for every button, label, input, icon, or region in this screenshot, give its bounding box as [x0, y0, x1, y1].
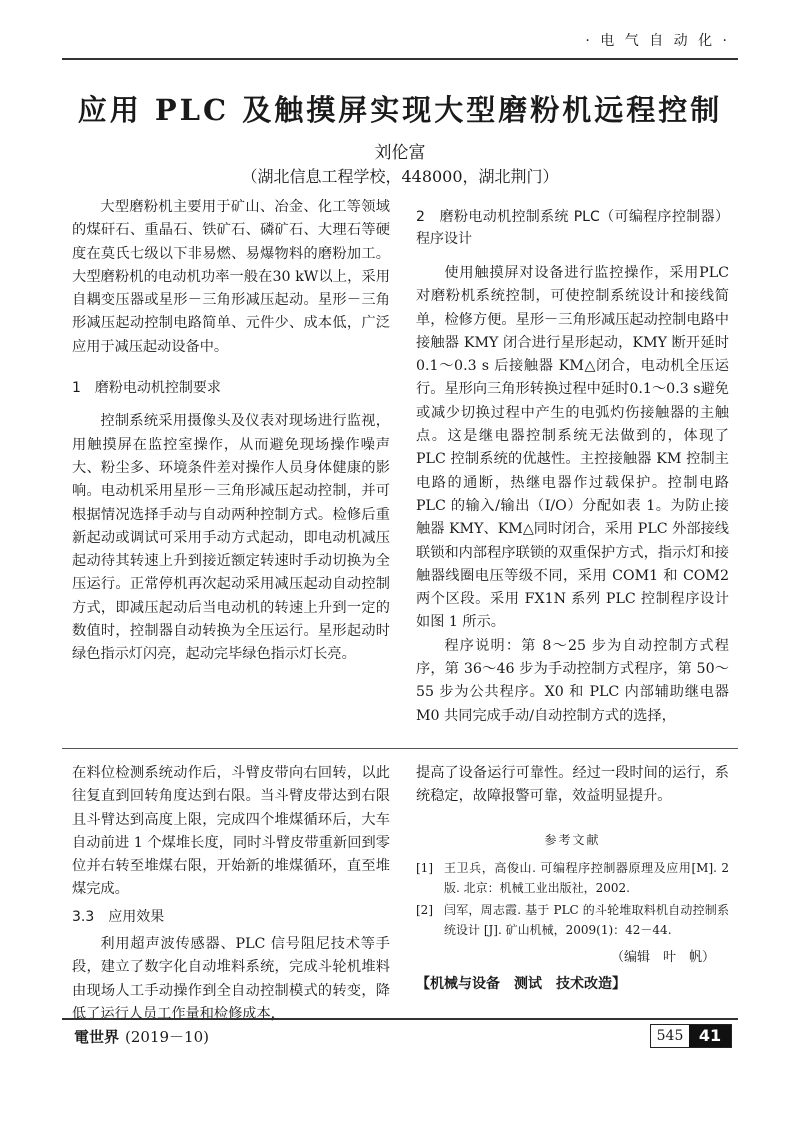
footer-rule: [62, 1018, 738, 1020]
intro-paragraph: 大型磨粉机主要用于矿山、冶金、化工等领域的煤矸石、重晶石、铁矿石、磷矿石、大理石等硬度在莫氏七级以下非易燃、易爆物料的磨粉加工。大型磨粉机的电动机功率一般在30 kW以上，采用自耦变压器或星形－三角形减压起动。星形－三角形减压起动控制电路简单、元件少、成本低，广泛应用于减压起动设备中。: [72, 199, 390, 355]
journal-footer: [74, 1026, 209, 1047]
column-left-top: [72, 196, 390, 667]
section-2-paragraph-1: 使用触摸屏对设备进行监控操作，采用PLC对磨粉机系统控制，可使控制系统设计和接线简单，检修方便。星形－三角形减压起动控制电路中接触器 KMY 闭合进行星形起动，KMY 断开延时 0.1～0.3 s 后接触器 KM△闭合，电动机全压运行。星形向三角形转换过程中延时0.1～0.3 s避免或减少切换过程中产生的电弧灼伤接触器的主触点。这是继电器控制系统无法做到的，体现了 PLC 控制系统的优越性。主控接触器 KM 控制主电路的通断，热继电器作过载保护。控制电路 PLC 的输入/输出（I/O）分配如表 1。为防止接触器 KMY、KM△同时闭合，采用 PLC 外部接线联锁和内部程序联锁的双重保护方式，指示灯和接触器线圈电压等级不同，采用 COM1 和 COM2 两个区段。采用 FX1N 系列 PLC 控制程序设计如图 1 所示。: [416, 265, 729, 631]
section-heading-3-3: 3.3 应用效果: [72, 908, 165, 925]
journal-issue: (2019－10): [125, 1028, 209, 1046]
article-affiliation: （湖北信息工程学校，448000，湖北荆门）: [241, 167, 559, 186]
journal-name: 電世界: [74, 1028, 120, 1046]
conclusion-paragraph: 提高了设备运行可靠性。经过一段时间的运行，系统稳定，故障报警可靠，效益明显提升。: [416, 765, 729, 805]
reference-text: 闫军，周志霞. 基于 PLC 的斗轮堆取料机自动控制系统设计 [J]. 矿山机械，2009(1)：42－44.: [444, 902, 729, 937]
reference-number: [2]: [416, 902, 433, 917]
column-right-bottom: [416, 762, 729, 996]
article-title: 应用 PLC 及触摸屏实现大型磨粉机远程控制: [77, 93, 723, 127]
column-left-bottom: [72, 762, 390, 1026]
section-tag: · 电 气 自 动 化 ·: [585, 33, 730, 49]
reference-item: [416, 900, 729, 940]
mid-rule: [62, 748, 738, 749]
section-3-3-paragraph: 利用超声波传感器、PLC 信号阻尼技术等手段，建立了数字化自动堆料系统，完成斗轮机堆料由现场人工手动操作到全自动控制模式的转变，降低了运行人员工作量和检修成本，: [72, 936, 390, 1022]
page-number-issue: 41: [689, 1025, 731, 1047]
header-rule: [62, 58, 738, 60]
article-author: 刘伦富: [374, 143, 426, 163]
section-2-paragraph-2: 程序说明：第 8～25 步为自动控制方式程序，第 36～46 步为手动控制方式程序，第 50～55 步为公共程序。X0 和 PLC 内部辅助继电器 M0 共同完成手动/自动控制方式的选择，: [416, 637, 729, 724]
reference-number: [1]: [416, 860, 433, 875]
page-number-total: 545: [656, 1028, 684, 1044]
editor-credit: （编辑 叶 帆）: [610, 949, 715, 965]
section-heading-1: 1 磨粉电动机控制要求: [72, 380, 221, 397]
column-right-top: [416, 206, 729, 728]
references-heading: 参考文献: [544, 832, 601, 847]
section-1-paragraph: 控制系统采用摄像头及仪表对现场进行监视，用触摸屏在监控室操作，从而避免现场操作噪声大、粉尘多、环境条件差对操作人员身体健康的影响。电动机采用星形－三角形减压起动控制，并可根据情况选择手动与自动两种控制方式。检修后重新起动或调试可采用手动方式起动，即电动机减压起动待其转速上升到接近额定转速时手动切换为全压运行。正常停机再次起动采用减压起动自动控制方式，即减压起动后当电动机的转速上升到一定的数值时，控制器自动转换为全压运行。星形起动时绿色指示灯闪亮，起动完毕绿色指示灯长亮。: [72, 413, 390, 663]
section-heading-2: 2 磨粉电动机控制系统 PLC（可编程序控制器）程序设计: [416, 209, 729, 247]
reference-item: [416, 858, 729, 898]
reference-text: 王卫兵，高俊山. 可编程序控制器原理及应用[M]. 2 版. 北京：机械工业出版社，2002.: [444, 860, 729, 895]
page-number-box: [650, 1024, 732, 1048]
continued-paragraph: 在料位检测系统动作后，斗臂皮带向右回转，以此往复直到回转角度达到右限。当斗臂皮带达到右限且斗臂达到高度上限，完成四个堆煤循环后，大车自动前进 1 个煤堆长度，同时斗臂皮带重新回到零位并右转至堆煤右限，开始新的堆煤循环，直至堆煤完成。: [72, 765, 390, 898]
keywords: 【机械与设备 测试 技术改造】: [416, 976, 626, 993]
